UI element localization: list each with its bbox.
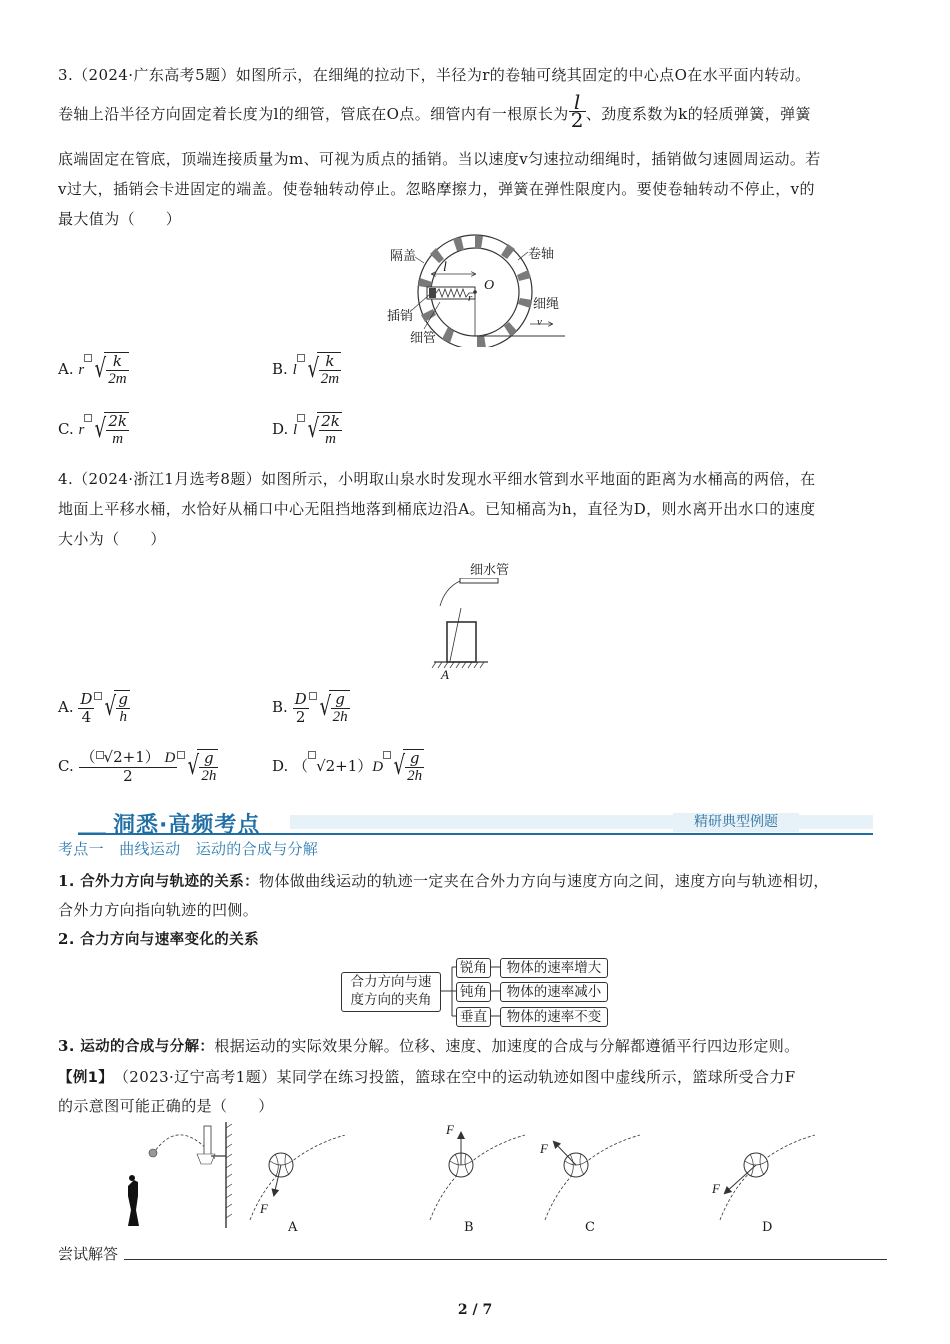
section-tag: 精研典型例题 [673,813,799,832]
flow-angle-acute: 锐角 [456,958,491,978]
point-2: 2. 合力方向与速率变化的关系 [58,930,259,948]
q3-number: 3. [58,66,74,84]
reel-center [473,290,477,294]
point-1-cont: 合外力方向指向轨迹的凹侧。 [58,901,259,919]
label-xiguan: 细管 [410,331,437,346]
label-O: O [484,278,495,293]
q3-line3: 底端固定在管底，顶端连接质量为m、可视为质点的插销。当以速度v匀速拉动细绳时，插销做匀速圆周运动。若 [58,150,821,168]
answer-line[interactable] [124,1259,887,1260]
q3-line1 [58,60,893,90]
q3-line5: 最大值为（ ） [58,210,182,228]
flow-result-increase: 物体的速率增大 [500,958,608,978]
choice-label-c: C [585,1220,595,1235]
answer-label: 尝试解答 [58,1245,119,1263]
player [128,1180,139,1226]
point-3: 3. 运动的合成与分解：根据运动的实际效果分解。位移、速度、加速度的合成与分解都遵循平行四边形定则。 [58,1037,800,1055]
q3-fraction-den: 2 [570,107,584,132]
choice-label-b: B [464,1220,474,1235]
label-chaxiao: 插销 [387,309,414,324]
topic-heading: 考点一 曲线运动 运动的合成与分解 [58,840,319,858]
point-1: 1. 合外力方向与轨迹的关系：物体做曲线运动的轨迹一定夹在合外力方向与速度方向之间，速度方向与轨迹相切， [58,872,829,890]
q3-option-b[interactable]: B. l √ $\frac{k}{2m}$ [272,352,340,387]
q3-option-d[interactable]: D. l √ $\frac{2k}{m}$ [272,412,340,447]
force-label-f-d: F [712,1181,720,1196]
reel-pin [429,288,436,298]
q3-text-2a: 卷轴上沿半径方向固定着长度为l的细管，管底在O点。细管内有一根原长为 [58,105,569,123]
q3-fraction [569,89,586,132]
flow-angle-obtuse: 钝角 [456,982,491,1002]
q3-fraction-num: l [573,89,581,114]
page-number: 2 / 7 [457,1302,493,1318]
flow-result-constant: 物体的速率不变 [500,1007,608,1027]
label-xisheng: 细绳 [533,297,560,312]
q3-line2 [58,89,893,132]
force-label-f-c: F [540,1141,548,1156]
example1-line1: 【例1】 （2023·辽宁高考1题）某同学在练习投篮，篮球在空中的运动轨迹如图中虚线所示，篮球所受合力F [58,1068,796,1086]
water-stream [440,581,460,606]
basketball-scene [120,1118,240,1233]
q4-line1 [58,464,893,494]
q3-option-c[interactable]: C. r √ $\frac{2k}{m}$ [58,412,127,447]
q4-option-c[interactable]: C. $\frac{( √2+1) D}{2}$ √ $\frac{g}{2h}$ [58,748,217,785]
q3-text-2b: 、劲度系数为k的轻质弹簧，弹簧 [585,105,811,123]
example1-label: 【例1】 [58,1070,106,1086]
choice-label-d: D [762,1220,773,1235]
ground-hatch [432,662,484,668]
q3-text-1: 如图所示，在细绳的拉动下，半径为r的卷轴可绕其固定的中心点O在水平面内转动。 [235,66,811,84]
water-pipe [460,578,498,583]
label-gegai: 隔盖 [390,249,417,264]
label-A: A [441,667,449,682]
flow-angle-right: 垂直 [456,1007,491,1027]
q4-number: 4. [58,470,74,488]
force-diagram-d [705,1130,815,1225]
q3-source: （2024·广东高考5题） [73,66,236,84]
label-v: v [537,316,542,328]
ball [149,1149,157,1157]
q4-line2: 地面上平移水桶，水恰好从桶口中心无阻挡地落到桶底边沿A。已知桶高为h，直径为D，则水离开出水口的速度 [58,500,816,518]
example1-line2: 的示意图可能正确的是（ ） [58,1097,274,1115]
choice-label-a: A [288,1220,298,1235]
q4-text-1: 如图所示，小明取山泉水时发现水平细水管到水平地面的距离为水桶高的两倍，在 [261,470,816,488]
q4-option-a[interactable]: A. $\frac{D}{4}$ √ $\frac{g}{h}$ [58,689,129,726]
section-title: 洞悉·高频考点 [113,813,261,838]
label-r: r [468,292,473,304]
q4-line3: 大小为（ ） [58,530,166,548]
flow-root: 合力方向与速 度方向的夹角 [341,972,441,1012]
q3-line4: v过大，插销会卡进固定的端盖。使卷轴转动停止。忽略摩擦力，弹簧在弹性限度内。要使卷轴转动不停止，v的 [58,180,815,198]
force-diagram-b [425,1125,535,1225]
flow-result-decrease: 物体的速率减小 [500,982,608,1002]
force-label-f-a: F [260,1201,268,1216]
q4-bucket-figure [430,578,530,673]
q4-source: （2024·浙江1月选考8题） [73,470,262,488]
force-label-f-b: F [446,1122,454,1137]
label-l: l [443,260,447,275]
q4-option-d[interactable]: D. （ √2+1）D √ $\frac{g}{2h}$ [272,749,423,784]
q4-option-b[interactable]: B. $\frac{D}{2}$ √ $\frac{g}{2h}$ [272,689,348,726]
label-pipe: 细水管 [470,563,510,578]
label-juanzhou: 卷轴 [528,247,555,262]
q3-option-a[interactable]: A. r √ $\frac{k}{2m}$ [58,352,127,387]
